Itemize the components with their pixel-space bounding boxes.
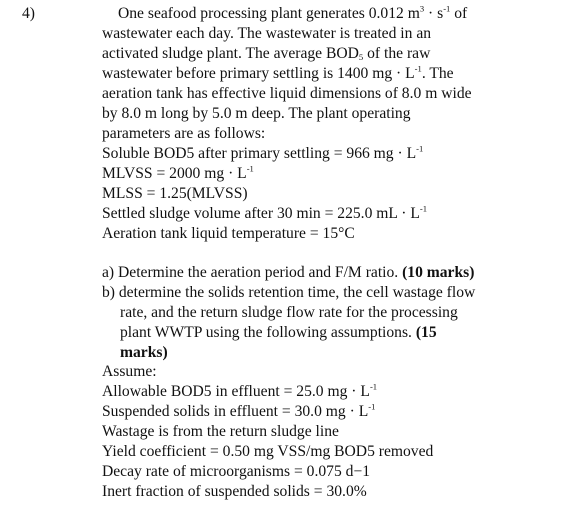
part-b-line-2: rate, and the return sludge flow rate for the processing <box>120 304 458 321</box>
parameter-settled-sludge-volume: Settled sludge volume after 30 min = 225.0 mL · $L^{-1}$ <box>102 203 428 222</box>
assume-allowable-bod5: Allowable BOD5 in effluent = 25.0 mg · $L^{-1}$ <box>102 381 378 400</box>
part-a: a) Determine the aeration period and F/M ratio. (10 marks) <box>102 264 475 281</box>
question-number: 4) <box>22 5 35 22</box>
problem-line-7: parameters are as follows: <box>102 125 266 142</box>
part-b-line-4 <box>120 343 168 362</box>
problem-line-5: aeration tank has effective liquid dimensions of 8.0 m wide <box>102 85 472 102</box>
parameter-liquid-temperature: Aeration tank liquid temperature = 15°C <box>102 225 355 242</box>
problem-line-4: wastewater before primary settling is 1400 mg · $L^{-1}$. The <box>102 63 454 82</box>
parameter-mlss: MLSS = 1.25(MLVSS) <box>102 185 248 202</box>
assume-title: Assume: <box>102 363 157 380</box>
problem-line-1: One seafood processing plant generates 0.012 $m^3 \cdot s^{-1}$ of <box>118 3 468 22</box>
parameter-soluble-bod5: Soluble BOD5 after primary settling = 966 mg · $L^{-1}$ <box>102 143 424 162</box>
part-b-line-1: b) determine the solids retention time, the cell wastage flow <box>102 284 476 301</box>
assume-wastage: Wastage is from the return sludge line <box>102 423 339 440</box>
assume-inert-fraction: Inert fraction of suspended solids = 30.0% <box>102 483 367 500</box>
problem-line-2: wastewater each day. The wastewater is treated in an <box>102 25 432 42</box>
problem-line-6: by 8.0 m long by 5.0 m deep. The plant operating <box>102 105 411 122</box>
assume-suspended-solids: Suspended solids in effluent = 30.0 mg · $L^{-1}$ <box>102 401 376 420</box>
parameter-mlvss: MLVSS = 2000 mg · $L^{-1}$ <box>102 163 254 182</box>
part-a-marks: (10 marks) <box>402 264 475 281</box>
assume-decay-rate: Decay rate of microorganisms = 0.075 d−1 <box>102 463 371 480</box>
part-b-marks-end: marks) <box>120 344 168 361</box>
part-b-marks: (15 <box>415 324 437 341</box>
part-b-line-3: plant WWTP using the following assumptions. (15 <box>120 324 437 341</box>
problem-line-3: activated sludge plant. The average $BOD_5$ of the raw <box>102 45 431 63</box>
assume-yield-coefficient: Yield coefficient = 0.50 mg VSS/mg BOD5 removed <box>102 443 434 460</box>
